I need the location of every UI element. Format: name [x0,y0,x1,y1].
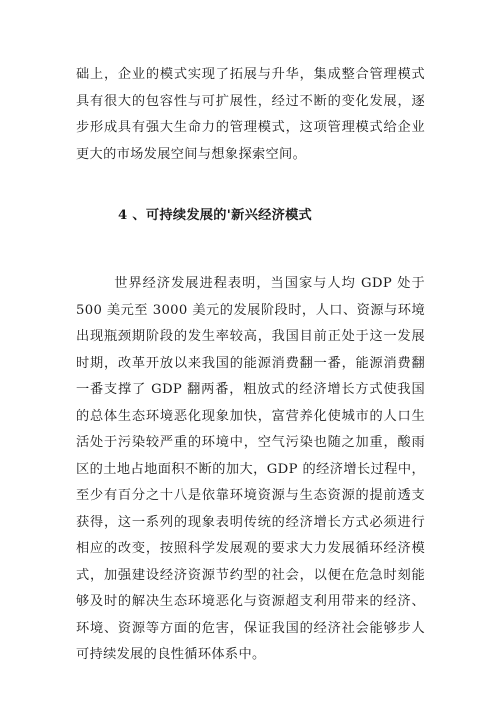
section-heading: 4 、可持续发展的'新兴经济模式 [118,208,313,223]
paragraph-continuation: 础上，企业的模式实现了拓展与升华，集成整合管理模式具有很大的包容性与可扩展性，经过不断的变化发展，逐步形成具有强大生命力的管理模式，这项管理模式给企业更大的市场发展空间与想象探索空间。 [76,67,425,162]
paragraph-body: 世界经济发展进程表明，当国家与人均 GDP 处于 500 美元至 3000 美元的发展阶段时，人口、资源与环境出现瓶颈期阶段的发生率较高，我国目前正处于这一发展时期，改革开放以来我国的能源消费翻一番，能源消费翻一番支撑了 GDP 翻两番，粗放式的经济增长方式使我国的总体生态环境恶化现象加快，富营养化使城市的人口生活处于污染较严重的环境中，空气污染也随之加重，酸雨区的土地占地面积不断的加大，GDP 的经济增长过程中，至少有百分之十八是依靠环境资源与生态资源的提前透支获得，这一系列的现象表明传统的经济增长方式必须进行相应的改变，按照科学发展观的要求大力发展循环经济模式，加强建设经济资源节约型的社会，以便在危急时刻能够及时的解决生态环境恶化与资源超支利用带来的经济、环境、资源等方面的危害，保证我国的经济社会能够步人可持续发展的良性循环体系中。 [76,276,425,662]
